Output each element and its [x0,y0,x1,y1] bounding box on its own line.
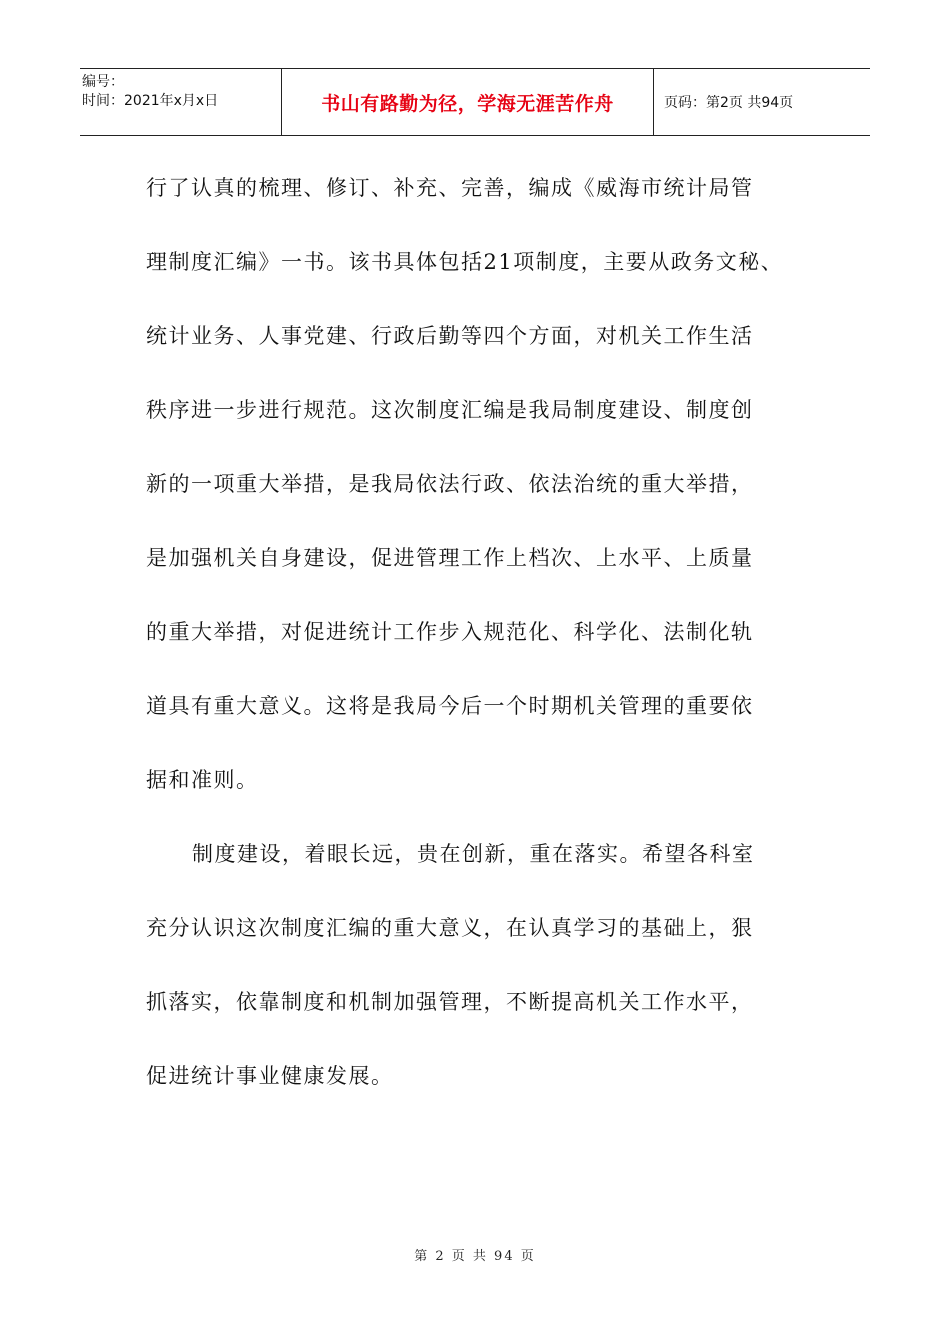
header-page-code-cell [654,69,870,135]
body-line: 是加强机关自身建设，促进管理工作上档次、上水平、上质量 [146,546,754,570]
body-line: 新的一项重大举措，是我局依法行政、依法治统的重大举措， [146,472,754,496]
body-line: 抓落实，依靠制度和机制加强管理，不断提高机关工作水平， [146,990,754,1014]
document-time-label: 时间：2021年x月x日 [82,93,219,109]
header-motto-cell [282,69,654,135]
body-line: 的重大举措，对促进统计工作步入规范化、科学化、法制化轨 [146,620,754,644]
header-motto: 书山有路勤为径，学海无涯苦作舟 [321,92,614,115]
body-line: 充分认识这次制度汇编的重大意义，在认真学习的基础上，狠 [146,916,754,940]
body-line: 促进统计事业健康发展。 [146,1064,394,1088]
document-number-label: 编号： [82,74,124,90]
body-line: 秩序进一步进行规范。这次制度汇编是我局制度建设、制度创 [146,398,754,422]
body-line: 道具有重大意义。这将是我局今后一个时期机关管理的重要依 [146,694,754,718]
page-footer: 第 2 页 共 94 页 [414,1249,536,1264]
body-line: 据和准则。 [146,768,259,792]
body-line-paragraph-start: 制度建设，着眼长远，贵在创新，重在落实。希望各科室 [192,842,755,866]
document-header [80,68,870,136]
body-line: 统计业务、人事党建、行政后勤等四个方面，对机关工作生活 [146,324,754,348]
body-line: 行了认真的梳理、修订、补充、完善，编成《威海市统计局管 [146,176,754,200]
document-body [146,166,826,1128]
body-line: 理制度汇编》一书。该书具体包括21项制度，主要从政务文秘、 [146,250,784,274]
header-page-code: 页码：第2页 共94页 [664,95,794,111]
header-meta [80,69,282,135]
